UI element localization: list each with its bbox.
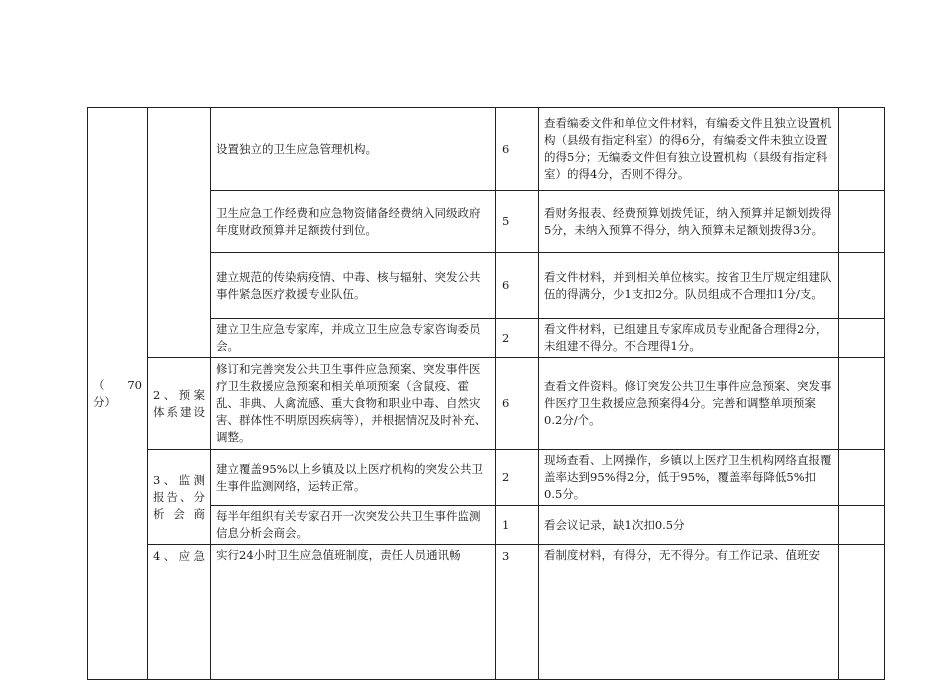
score-cell: 3 — [496, 545, 539, 680]
score-cell: 5 — [496, 191, 539, 253]
criterion-cell: 建立卫生应急专家库，并成立卫生应急专家咨询委员会。 — [211, 319, 496, 358]
method-cell: 看财务报表、经费预算划拨凭证，纳入预算并足额划拨得5分，未纳入预算不得分，纳入预算未足额划拨得3分。 — [539, 191, 839, 253]
method-cell: 看文件材料，已组建且专家库成员专业配备合理得2分，未组建不得分。不合理得1分。 — [539, 319, 839, 358]
score-cell: 2 — [496, 450, 539, 506]
remark-cell — [839, 545, 885, 680]
category-unit: 分） — [93, 394, 116, 409]
score-cell: 2 — [496, 319, 539, 358]
criterion-cell: 每半年组织有关专家召开一次突发公共卫生事件监测信息分析会商会。 — [211, 506, 496, 545]
table-row — [88, 450, 885, 506]
criterion-cell: 建立规范的传染病疫情、中毒、核与辐射、突发公共事件紧急医疗救援专业队伍。 — [211, 253, 496, 319]
category-cell — [88, 108, 148, 680]
table-row — [88, 545, 885, 680]
score-cell: 6 — [496, 253, 539, 319]
method-cell: 看制度材料，有得分，无不得分。有工作记录、值班安 — [539, 545, 839, 680]
method-cell: 看会议记录，缺1次扣0.5分 — [539, 506, 839, 545]
remark-cell — [839, 358, 885, 450]
subcategory-cell: 3、监测报告、分析会商 — [148, 450, 211, 545]
remark-cell — [839, 319, 885, 358]
table-row — [88, 108, 885, 191]
criterion-cell: 实行24小时卫生应急值班制度，责任人员通讯畅 — [211, 545, 496, 680]
criterion-cell: 修订和完善突发公共卫生事件应急预案、突发事件医疗卫生救援应急预案和相关单项预案（含鼠疫、霍乱、非典、人禽流感、重大食物和职业中毒、自然灾害、群体性不明原因疾病等），并根据情况及时补充、调整。 — [211, 358, 496, 450]
table-row — [88, 358, 885, 450]
method-cell: 查看编委文件和单位文件材料，有编委文件且独立设置机构（县级有指定科室）的得6分，有编委文件未独立设置的得5分；无编委文件但有独立设置机构（县级有指定科室）的得4分，否则不得分。 — [539, 108, 839, 191]
evaluation-table — [87, 107, 885, 680]
score-cell: 1 — [496, 506, 539, 545]
remark-cell — [839, 506, 885, 545]
category-score: 70 — [127, 377, 142, 392]
subcategory-cell-empty — [148, 108, 211, 358]
criterion-cell: 设置独立的卫生应急管理机构。 — [211, 108, 496, 191]
category-open-paren: （ — [93, 377, 105, 392]
subcategory-cell: 4、应急 — [148, 545, 211, 680]
criterion-cell: 卫生应急工作经费和应急物资储备经费纳入同级政府年度财政预算并足额拨付到位。 — [211, 191, 496, 253]
score-cell: 6 — [496, 358, 539, 450]
score-cell: 6 — [496, 108, 539, 191]
method-cell: 现场查看、上网操作，乡镇以上医疗卫生机构网络直报覆盖率达到95%得2分，低于95%，覆盖率每降低5%扣0.5分。 — [539, 450, 839, 506]
remark-cell — [839, 191, 885, 253]
remark-cell — [839, 108, 885, 191]
remark-cell — [839, 450, 885, 506]
method-cell: 看文件材料，并到相关单位核实。按省卫生厅规定组建队伍的得满分，少1支扣2分。队员组成不合理扣1分/支。 — [539, 253, 839, 319]
remark-cell — [839, 253, 885, 319]
method-cell: 查看文件资料。修订突发公共卫生事件应急预案、突发事件医疗卫生救援应急预案得4分。完善和调整单项预案0.2分/个。 — [539, 358, 839, 450]
criterion-cell: 建立覆盖95%以上乡镇及以上医疗机构的突发公共卫生事件监测网络，运转正常。 — [211, 450, 496, 506]
subcategory-cell: 2、预案体系建设 — [148, 358, 211, 450]
